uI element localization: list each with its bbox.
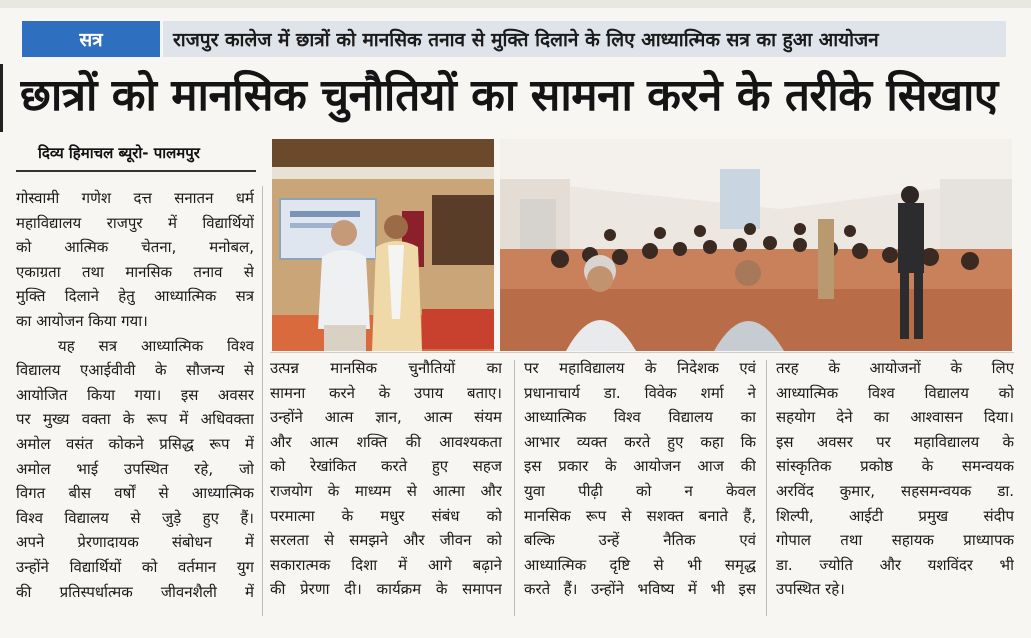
text-line: महाविद्यालय राजपुर में विद्यार्थियों <box>16 213 254 232</box>
text-line: युवा पीढ़ी को न केवल <box>524 481 756 500</box>
text-line: अपने प्रेरणादायक संबोधन में <box>16 533 254 552</box>
text-line: सांस्कृतिक प्रकोष्ठ के समन्वयक <box>776 457 1014 476</box>
text-line: और आत्म शक्ति की आवश्यकता <box>270 432 502 451</box>
text-line: आभार व्यक्त करते हुए कहा कि <box>524 432 756 451</box>
text-line: मुक्ति दिलाने हेतु आध्यात्मिक सत्र <box>16 287 254 306</box>
text-line: की प्रेरणा दी। कार्यक्रम के समापन <box>270 580 502 599</box>
text-line: इस अवसर पर महाविद्यालय के <box>776 432 1014 451</box>
text-line: विगत बीस वर्षों से आध्यात्मिक <box>16 484 254 503</box>
text-line: उत्पन्न मानसिक चुनौतियों का <box>270 359 502 377</box>
text-line: यह सत्र आध्यात्मिक विश्व <box>58 336 254 355</box>
text-line: डा. ज्योति और यशविंदर भी <box>776 555 1014 574</box>
text-line: की प्रतिस्पर्धात्मक जीवनशैली में <box>16 582 254 601</box>
byline: दिव्य हिमाचल ब्यूरो- पालमपुर <box>38 144 200 162</box>
text-line: परमात्मा के मधुर संबंध को <box>270 506 502 525</box>
page-top-strip <box>0 0 1031 8</box>
left-rule <box>0 64 3 132</box>
text-line: विश्व विद्यालय से जुड़े हुए हैं। <box>16 508 254 527</box>
headline: छात्रों को मानसिक चुनौतियों का सामना करने के तरीके सिखाए <box>20 70 998 121</box>
text-line: राजयोग के माध्यम से आत्मा और <box>270 481 502 500</box>
text-line: अरविंद कुमार, सहसमन्वयक डा. <box>776 481 1014 500</box>
text-line: पर मुख्य वक्ता के रूप में अधिवक्ता <box>16 410 254 429</box>
text-line: सहयोग देने का आश्वासन दिया। <box>776 408 1014 427</box>
text-line: बल्कि उन्हें नैतिक एवं <box>524 531 756 550</box>
text-line: तरह के आयोजनों के लिए <box>776 359 1014 377</box>
text-line: इस प्रकार के आयोजन आज की <box>524 457 756 476</box>
text-line: सरलता से समझने और जीवन को <box>270 531 502 550</box>
text-line: अमोल भाई उपस्थित रहे, जो <box>16 459 254 478</box>
audience-photo <box>500 139 1012 351</box>
speakers-photo-illustration <box>272 139 494 351</box>
kicker-bar <box>163 21 1006 57</box>
text-line: सामना करने के उपाय बताए। <box>270 383 502 402</box>
kicker-text: राजपुर कालेज में छात्रों को मानसिक तनाव से मुक्ति दिलाने के लिए आध्यात्मिक सत्र का हुआ आयोजन <box>173 29 879 51</box>
section-tag <box>22 21 160 57</box>
text-line: गोस्वामी गणेश दत्त सनातन धर्म <box>16 189 254 207</box>
text-line: सकारात्मक दिशा में आगे बढ़ाने <box>270 555 502 574</box>
article-column-1 <box>16 186 254 604</box>
text-line: विद्यालय एआईवीवी के सौजन्य से <box>16 361 254 380</box>
text-line: उन्होंने आत्म ज्ञान, आत्म संयम <box>270 408 502 427</box>
photo-text-separator <box>270 352 1014 353</box>
text-line: का आयोजन किया गया। <box>16 311 148 330</box>
audience-photo-illustration <box>500 139 1012 351</box>
column-rule <box>514 360 515 616</box>
article-column-2 <box>270 356 502 602</box>
text-line: एकाग्रता तथा मानसिक तनाव से <box>16 262 254 281</box>
speakers-photo <box>272 139 494 351</box>
column-rule <box>262 186 263 616</box>
text-line: पर महाविद्यालय के निदेशक एवं <box>524 359 756 377</box>
text-line: करते हैं। उन्होंने भविष्य में भी इस <box>524 580 756 599</box>
text-line: को आत्मिक चेतना, मनोबल, <box>16 238 254 257</box>
text-line: आध्यात्मिक विश्व विद्यालय का <box>524 408 756 427</box>
text-line: प्रधानाचार्य डा. विवेक शर्मा ने <box>524 383 756 402</box>
text-line: आयोजित किया गया। इस अवसर <box>16 385 254 404</box>
text-line: को रेखांकित करते हुए सहज <box>270 457 502 476</box>
text-line: अमोल वसंत कोकने प्रसिद्ध रूप में <box>16 434 254 453</box>
text-line: मानसिक रूप से सशक्त बनाते हैं, <box>524 506 756 525</box>
article-column-4 <box>776 356 1014 602</box>
text-line: शिल्पी, आईटी प्रमुख संदीप <box>776 506 1014 525</box>
section-tag-label: सत्र <box>79 29 103 51</box>
text-line: उपस्थित रहे। <box>776 580 845 599</box>
text-line: आध्यात्मिक विश्व विद्यालय को <box>776 383 1014 402</box>
byline-rule <box>16 170 256 172</box>
column-rule <box>766 360 767 616</box>
article-column-3 <box>524 356 756 602</box>
text-line: गोपाल तथा सहायक प्राध्यापक <box>776 531 1014 550</box>
text-line: आध्यात्मिक दृष्टि से भी समृद्ध <box>524 555 756 574</box>
text-line: उन्होंने विद्यार्थियों को वर्तमान युग <box>16 557 254 576</box>
